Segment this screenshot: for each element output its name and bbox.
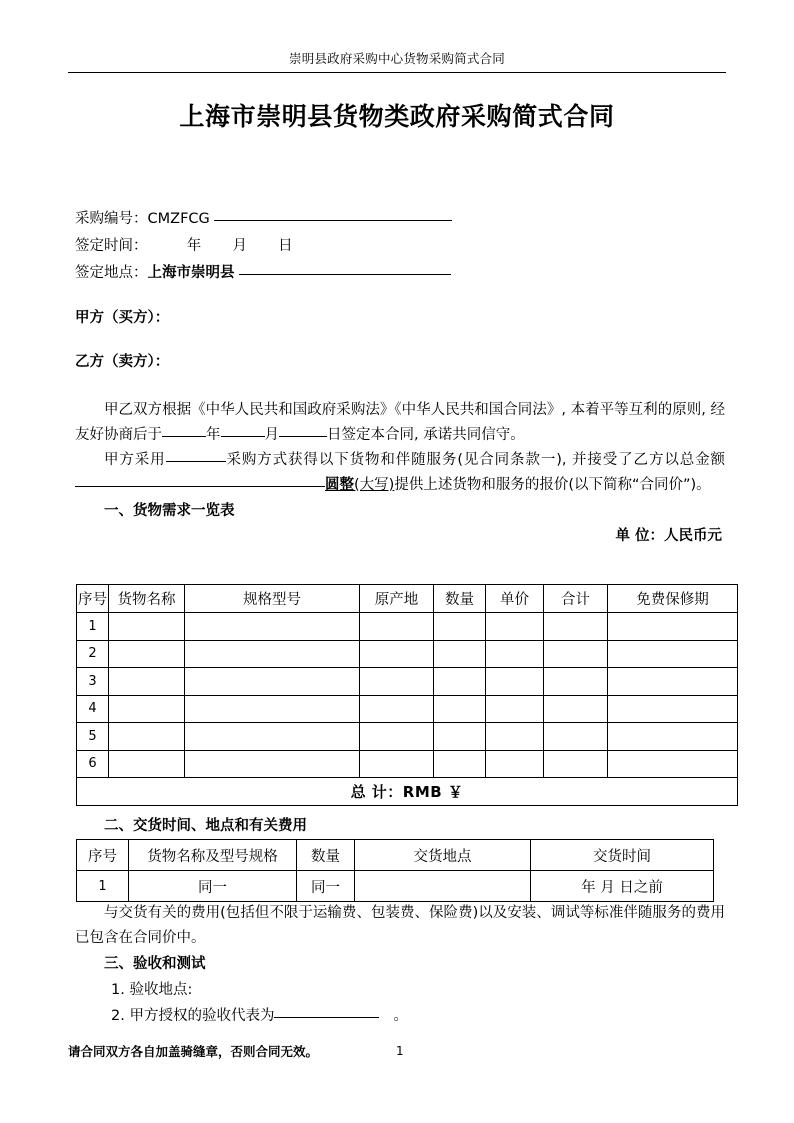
col-unit-price: 单价 bbox=[486, 585, 544, 613]
col-delivery-time: 交货时间 bbox=[531, 840, 714, 871]
cell-warranty[interactable] bbox=[608, 695, 738, 723]
goods-requirement-table bbox=[76, 584, 738, 806]
purchase-number-label: 采购编号：CMZFCG bbox=[75, 211, 210, 227]
sign-time-month: 月 bbox=[232, 238, 247, 254]
cell-spec-model[interactable] bbox=[185, 613, 360, 641]
cell-origin[interactable] bbox=[360, 668, 434, 696]
col-quantity: 数量 bbox=[297, 840, 355, 871]
delivery-cost-note: 与交货有关的费用(包括但不限于运输费、包装费、保险费)以及安装、调试等标准伴随服务的费用已包含在合同价中。 bbox=[75, 905, 725, 946]
acceptance-rep-item bbox=[75, 1003, 725, 1029]
cell-subtotal[interactable] bbox=[544, 695, 608, 723]
purchase-number-field bbox=[75, 206, 725, 233]
col-index: 序号 bbox=[77, 840, 129, 871]
cell-subtotal[interactable] bbox=[544, 640, 608, 668]
cell-spec-model[interactable] bbox=[185, 668, 360, 696]
cell-spec-model[interactable] bbox=[185, 695, 360, 723]
row-index: 6 bbox=[77, 750, 109, 778]
cell-quantity[interactable] bbox=[434, 640, 486, 668]
cell-spec-model[interactable] bbox=[185, 723, 360, 751]
cell-quantity[interactable]: 同一 bbox=[297, 871, 355, 902]
col-subtotal: 合计 bbox=[544, 585, 608, 613]
cell-quantity[interactable] bbox=[434, 668, 486, 696]
col-quantity: 数量 bbox=[434, 585, 486, 613]
cell-warranty[interactable] bbox=[608, 668, 738, 696]
cell-origin[interactable] bbox=[360, 723, 434, 751]
sign-place-blank[interactable] bbox=[239, 260, 451, 275]
table-header-row bbox=[77, 840, 714, 871]
row-index: 4 bbox=[77, 695, 109, 723]
sign-place-value: 上海市崇明县 bbox=[147, 265, 235, 281]
cell-warranty[interactable] bbox=[608, 750, 738, 778]
table-header-row bbox=[77, 585, 738, 613]
table-row bbox=[77, 668, 738, 696]
paragraph-preamble bbox=[75, 398, 725, 448]
sign-time-year: 年 bbox=[186, 238, 202, 254]
cell-goods-name[interactable] bbox=[109, 750, 185, 778]
section-2-heading-wrap bbox=[75, 813, 725, 839]
cell-quantity[interactable] bbox=[434, 750, 486, 778]
row-index: 1 bbox=[77, 871, 129, 902]
cell-goods-name[interactable] bbox=[109, 695, 185, 723]
paragraph-contract-price bbox=[75, 448, 725, 498]
table-row bbox=[77, 723, 738, 751]
page-number: 1 bbox=[396, 1044, 404, 1058]
acceptance-place-item: 1. 验收地点: bbox=[111, 982, 193, 998]
table-row bbox=[77, 640, 738, 668]
table-total-row bbox=[77, 778, 738, 806]
cell-warranty[interactable] bbox=[608, 723, 738, 751]
cell-origin[interactable] bbox=[360, 695, 434, 723]
total-amount-blank[interactable] bbox=[75, 473, 325, 487]
section-2-heading: 二、交货时间、地点和有关费用 bbox=[104, 818, 307, 834]
preamble-day-blank[interactable] bbox=[279, 423, 327, 437]
sign-time-field bbox=[75, 233, 725, 260]
preamble-month-blank[interactable] bbox=[221, 423, 265, 437]
table-row bbox=[77, 750, 738, 778]
sign-time-day: 日 bbox=[278, 238, 293, 254]
section-1-unit-note: 单 位：人民币元 bbox=[615, 528, 722, 544]
table-row bbox=[77, 695, 738, 723]
row-index: 5 bbox=[77, 723, 109, 751]
row-index: 1 bbox=[77, 613, 109, 641]
preamble-month: 月 bbox=[264, 427, 279, 443]
party-a-line: 甲方（买方）： bbox=[75, 310, 170, 326]
page-title: 上海市崇明县货物类政府采购简式合同 bbox=[179, 102, 615, 131]
preamble-year: 年 bbox=[206, 427, 221, 443]
cell-delivery-place[interactable] bbox=[355, 871, 531, 902]
cell-goods-name[interactable] bbox=[109, 613, 185, 641]
row-index: 2 bbox=[77, 640, 109, 668]
table-row bbox=[77, 613, 738, 641]
cell-subtotal[interactable] bbox=[544, 668, 608, 696]
cell-warranty[interactable] bbox=[608, 613, 738, 641]
sign-time-label: 签定时间： bbox=[75, 238, 148, 254]
cell-spec-model[interactable] bbox=[185, 750, 360, 778]
cell-warranty[interactable] bbox=[608, 640, 738, 668]
cell-goods-name[interactable] bbox=[109, 640, 185, 668]
document-body bbox=[75, 206, 725, 548]
section-1-heading: 一、货物需求一览表 bbox=[104, 503, 235, 519]
total-label: 总 计：RMB ￥ bbox=[77, 778, 738, 806]
cell-subtotal[interactable] bbox=[544, 613, 608, 641]
page-footer bbox=[68, 1042, 726, 1062]
cell-subtotal[interactable] bbox=[544, 750, 608, 778]
cell-quantity[interactable] bbox=[434, 613, 486, 641]
cell-unit-price[interactable] bbox=[486, 750, 544, 778]
price-text-b: 采购方式获得以下货物和伴随服务(见合同条款一), 并接受了乙方以总金额 bbox=[225, 452, 726, 468]
col-spec-model: 规格型号 bbox=[185, 585, 360, 613]
sign-place-label: 签定地点： bbox=[75, 265, 148, 281]
running-header-title: 崇明县政府采购中心货物采购简式合同 bbox=[289, 51, 505, 66]
row-index: 3 bbox=[77, 668, 109, 696]
cell-origin[interactable] bbox=[360, 750, 434, 778]
procurement-method-blank[interactable] bbox=[166, 448, 226, 462]
cell-spec-model[interactable] bbox=[185, 640, 360, 668]
col-index: 序号 bbox=[77, 585, 109, 613]
purchase-number-blank[interactable] bbox=[214, 206, 452, 221]
acceptance-rep-text: 2. 甲方授权的验收代表为 bbox=[111, 1008, 275, 1024]
col-warranty: 免费保修期 bbox=[608, 585, 738, 613]
col-name-spec: 货物名称及型号规格 bbox=[129, 840, 297, 871]
cell-name-spec[interactable]: 同一 bbox=[129, 871, 297, 902]
cell-origin[interactable] bbox=[360, 640, 434, 668]
cell-origin[interactable] bbox=[360, 613, 434, 641]
preamble-text-a: 甲乙双方根据《中华人民共和国政府采购法》《中华人民共和国合同法》, 本着平等互利的原则, 经友好协商后于 bbox=[75, 402, 725, 443]
sign-place-field bbox=[75, 260, 725, 287]
cell-goods-name[interactable] bbox=[109, 668, 185, 696]
cell-unit-price[interactable] bbox=[486, 640, 544, 668]
delivery-table bbox=[76, 839, 714, 902]
cell-unit-price[interactable] bbox=[486, 695, 544, 723]
price-text-a: 甲方采用 bbox=[104, 452, 166, 468]
cell-unit-price[interactable] bbox=[486, 723, 544, 751]
cell-quantity[interactable] bbox=[434, 695, 486, 723]
cell-subtotal[interactable] bbox=[544, 723, 608, 751]
footer-note: 请合同双方各自加盖骑缝章，否则合同无效。 bbox=[68, 1044, 319, 1059]
header-rule bbox=[68, 72, 726, 73]
col-goods-name: 货物名称 bbox=[109, 585, 185, 613]
amount-uppercase-note: (大写) bbox=[354, 477, 395, 493]
preamble-day-text: 日签定本合同, 承诺共同信守。 bbox=[327, 427, 525, 443]
acceptance-rep-period: 。 bbox=[393, 1008, 408, 1024]
col-origin: 原产地 bbox=[360, 585, 434, 613]
amount-round-label: 圆整 bbox=[325, 477, 354, 493]
col-delivery-place: 交货地点 bbox=[355, 840, 531, 871]
cell-delivery-time[interactable]: 年 月 日之前 bbox=[531, 871, 714, 902]
cell-quantity[interactable] bbox=[434, 723, 486, 751]
cell-unit-price[interactable] bbox=[486, 613, 544, 641]
party-b-line: 乙方（卖方）： bbox=[75, 354, 170, 370]
table-row bbox=[77, 871, 714, 902]
preamble-year-blank[interactable] bbox=[162, 423, 206, 437]
cell-goods-name[interactable] bbox=[109, 723, 185, 751]
price-text-d: 提供上述货物和服务的报价(以下简称“合同价”)。 bbox=[394, 477, 711, 493]
post-table-content bbox=[75, 901, 725, 1029]
section-3-heading: 三、验收和测试 bbox=[104, 956, 206, 972]
acceptance-rep-blank[interactable] bbox=[274, 1004, 379, 1018]
cell-unit-price[interactable] bbox=[486, 668, 544, 696]
